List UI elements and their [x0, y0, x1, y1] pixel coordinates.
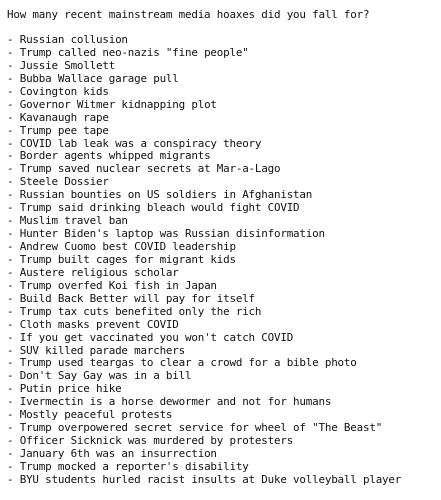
list-item-text: Trump said drinking bleach would fight COVID: [19, 201, 300, 215]
list-item-text: Bubba Wallace garage pull: [19, 71, 179, 85]
bullet-dash: -: [7, 252, 20, 266]
list-item-text: Putin price hike: [19, 382, 122, 396]
bullet-dash: -: [7, 97, 20, 111]
list-item-text: January 6th was an insurrection: [19, 447, 217, 460]
bullet-dash: -: [7, 240, 20, 253]
bullet-dash: -: [7, 459, 20, 473]
bullet-dash: -: [7, 278, 20, 292]
list-item-text: Jussie Smollett: [19, 58, 116, 72]
bullet-dash: -: [7, 58, 20, 72]
bullet-dash: -: [7, 330, 20, 344]
list-item-text: Trump mocked a reporter's disability: [19, 459, 249, 473]
bullet-dash: -: [7, 369, 20, 383]
list-item-text: Trump overfed Koi fish in Japan: [19, 278, 217, 292]
list-item-text: BYU students hurled racist insults at Duke volleyball player: [19, 472, 402, 486]
bullet-dash: -: [7, 188, 20, 202]
list-item-text: COVID lab leak was a conspiracy theory: [19, 136, 262, 150]
bullet-dash: -: [7, 317, 20, 331]
bullet-dash: -: [7, 421, 20, 435]
list-item-text: If you get vaccinated you won't catch COVID: [19, 330, 294, 344]
bullet-dash: -: [7, 343, 20, 357]
bullet-dash: -: [7, 291, 20, 305]
bullet-dash: -: [7, 84, 20, 98]
list-item-text: Trump pee tape: [19, 123, 109, 137]
list-item-text: Russian collusion: [19, 33, 128, 46]
list-item-text: Trump overpowered secret service for wheel of "The Beast": [19, 421, 383, 435]
list-item-text: Governor Witmer kidnapping plot: [19, 97, 217, 111]
list-item-text: Mostly peaceful protests: [19, 408, 173, 422]
bullet-dash: -: [7, 472, 20, 486]
bullet-dash: -: [7, 110, 20, 124]
list-item-text: Kavanaugh rape: [19, 110, 109, 124]
list-item-text: Border agents whipped migrants: [19, 149, 211, 163]
bullet-dash: -: [7, 434, 20, 448]
list-item-text: Trump saved nuclear secrets at Mar-a-Lago: [19, 162, 281, 176]
list-item-text: Ivermectin is a horse dewormer and not for humans: [19, 395, 332, 409]
bullet-dash: -: [7, 447, 20, 460]
bullet-dash: -: [7, 356, 20, 370]
list-item-text: Trump called neo-nazis "fine people": [19, 45, 249, 59]
list-item-text: Trump tax cuts benefited only the rich: [19, 304, 262, 318]
list-item-text: Cloth masks prevent COVID: [19, 317, 179, 331]
list-item: [7, 474, 439, 487]
bullet-dash: -: [7, 201, 20, 215]
hoax-list: [7, 34, 439, 487]
bullet-dash: -: [7, 45, 20, 59]
list-item-text: Hunter Biden's laptop was Russian disinformation: [19, 227, 325, 241]
bullet-dash: -: [7, 227, 20, 241]
list-item-text: Austere religious scholar: [19, 265, 179, 279]
bullet-dash: -: [7, 408, 20, 422]
document: [7, 8, 439, 487]
bullet-dash: -: [7, 33, 20, 46]
list-item-text: Steele Dossier: [19, 175, 109, 189]
list-item-text: SUV killed parade marchers: [19, 343, 185, 357]
bullet-dash: -: [7, 265, 20, 279]
bullet-dash: -: [7, 395, 20, 409]
list-item-text: Trump built cages for migrant kids: [19, 252, 236, 266]
bullet-dash: -: [7, 136, 20, 150]
list-item-text: Covington kids: [19, 84, 109, 98]
bullet-dash: -: [7, 382, 20, 396]
list-item-text: Muslim travel ban: [19, 214, 128, 228]
list-item-text: Officer Sicknick was murdered by protesters: [19, 434, 294, 448]
list-item-text: Trump used teargas to clear a crowd for a bible photo: [19, 356, 357, 370]
bullet-dash: -: [7, 175, 20, 189]
bullet-dash: -: [7, 214, 20, 228]
bullet-dash: -: [7, 123, 20, 137]
list-item-text: Don't Say Gay was in a bill: [19, 369, 192, 383]
list-item-text: Russian bounties on US soldiers in Afghanistan: [19, 188, 313, 202]
list-item-text: Andrew Cuomo best COVID leadership: [19, 240, 236, 253]
bullet-dash: -: [7, 162, 20, 176]
bullet-dash: -: [7, 149, 20, 163]
list-item-text: Build Back Better will pay for itself: [19, 291, 255, 305]
bullet-dash: -: [7, 304, 20, 318]
bullet-dash: -: [7, 71, 20, 85]
question-heading: How many recent mainstream media hoaxes did you fall for?: [7, 8, 370, 21]
